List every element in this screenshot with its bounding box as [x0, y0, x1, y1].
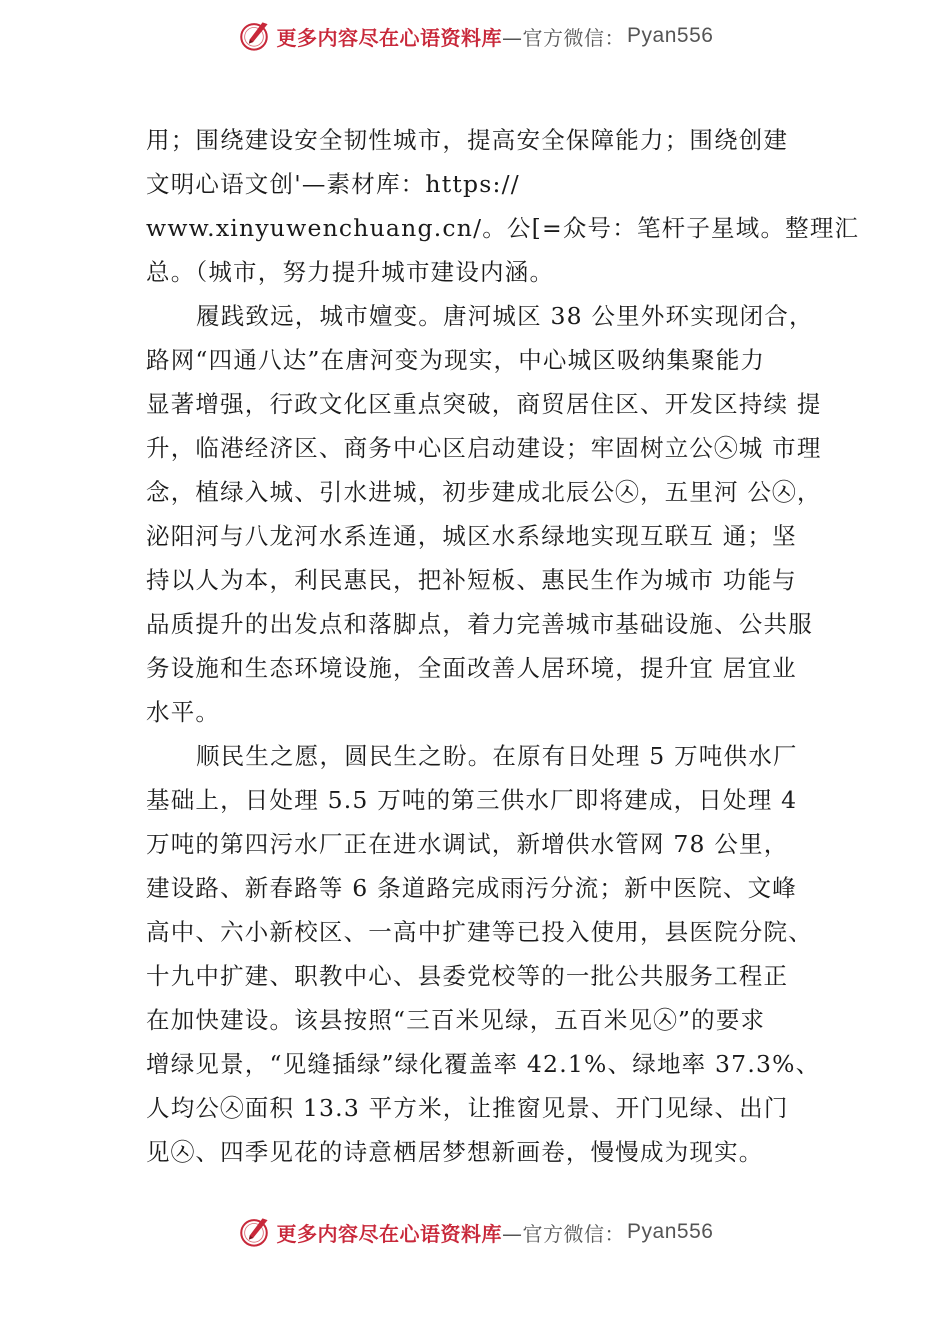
text-line: 显著增强，行政文化区重点突破，商贸居住区、开发区持续 提	[146, 390, 822, 418]
text-line: 履践致远，城市嬗变。唐河城区 38 公里外环实现闭合，	[196, 302, 814, 330]
pen-logo-icon	[237, 19, 271, 53]
text-line: 务设施和生态环境设施，全面改善人居环境，提升宜 居宜业	[146, 654, 797, 682]
text-line: 顺民生之愿，圆民生之盼。在原有日处理 5 万吨供水厂	[196, 742, 798, 770]
text-line: 品质提升的出发点和落脚点，着力完善城市基础设施、公共服	[146, 610, 813, 638]
text-line: 十九中扩建、职教中心、县委党校等的一批公共服务工程正	[146, 962, 789, 990]
banner-wechat-id: Pyan556	[627, 24, 714, 47]
banner-main-text: 更多内容尽在心语资料库	[276, 25, 503, 50]
paragraph-2	[146, 294, 836, 734]
paragraph-1	[146, 118, 860, 294]
text-line: 高中、六小新校区、一高中扩建等已投入使用，县医院分院、	[146, 918, 813, 946]
text-line: 在加快建设。该县按照“三百米见绿，五百米见㉦”的要求	[146, 1006, 766, 1034]
text-line: 增绿见景，“见缝插绿”绿化覆盖率 42.1%、绿地率 37.3%、	[146, 1050, 821, 1078]
text-line: 路网“四通八达”在唐河变为现实，中心城区吸纳集聚能力	[146, 346, 766, 374]
pen-logo-icon	[237, 1215, 271, 1249]
footer-banner	[0, 1210, 950, 1254]
text-line: 升，临港经济区、商务中心区启动建设；牢固树立公㉦城 市理	[146, 434, 822, 462]
text-line: 念，植绿入城、引水进城，初步建成北辰公㉦，五里河 公㉦，	[146, 478, 822, 506]
text-line: 万吨的第四污水厂正在进水调试，新增供水管网 78 公里，	[146, 830, 789, 858]
document-body	[146, 118, 860, 1174]
banner-sub-text: —官方微信：	[502, 25, 626, 50]
text-line: 人均公㉦面积 13.3 平方米，让推窗见景、开门见绿、出门	[146, 1094, 789, 1122]
banner-main-text: 更多内容尽在心语资料库	[276, 1221, 503, 1246]
banner-wechat-id: Pyan556	[627, 1220, 714, 1243]
text-line: 总。（城市，努力提升城市建设内涵。	[146, 258, 555, 286]
text-line: 文明心语文创'—素材库：https://	[146, 170, 520, 198]
text-line: 水平。	[146, 698, 221, 726]
text-line: www.xinyuwenchuang.cn/。公[=众号：笔杆子星域。整理汇	[146, 214, 860, 242]
paragraph-3	[146, 734, 836, 1174]
text-line: 基础上，日处理 5.5 万吨的第三供水厂即将建成，日处理 4	[146, 786, 798, 814]
header-banner	[0, 14, 950, 58]
text-line: 用；围绕建设安全韧性城市，提高安全保障能力；围绕创建	[146, 126, 789, 154]
text-line: 泌阳河与八龙河水系连通，城区水系绿地实现互联互 通；坚	[146, 522, 797, 550]
text-line: 持以人为本，利民惠民，把补短板、惠民生作为城市 功能与	[146, 566, 797, 594]
banner-sub-text: —官方微信：	[502, 1221, 626, 1246]
text-line: 见㉦、四季见花的诗意栖居梦想新画卷，慢慢成为现实。	[146, 1138, 764, 1166]
text-line: 建设路、新春路等 6 条道路完成雨污分流；新中医院、文峰	[146, 874, 797, 902]
